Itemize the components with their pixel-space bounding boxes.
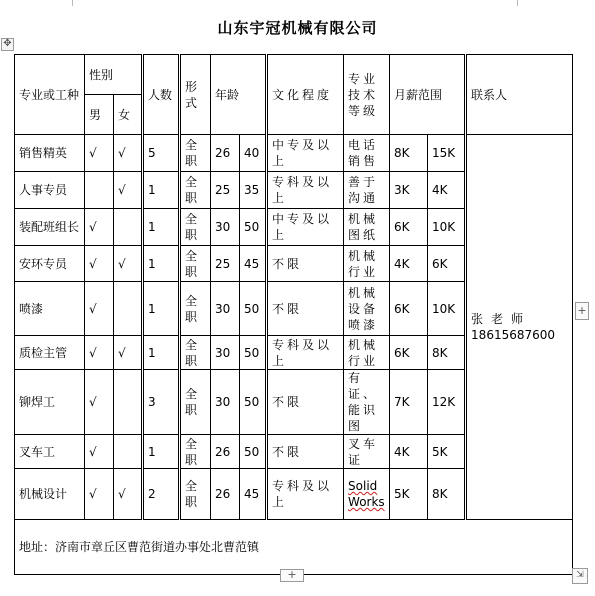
age-min-cell: 26 <box>211 469 240 520</box>
age-max-cell: 35 <box>240 172 267 209</box>
skill-cell: 机械行业 <box>344 336 390 370</box>
page-corner-mark-right <box>517 0 527 6</box>
skill-cell: 机械设备喷漆 <box>344 282 390 336</box>
salary-max-cell: 8K <box>428 336 466 370</box>
job-cell: 质检主管 <box>15 336 85 370</box>
form-cell: 全职 <box>180 172 211 209</box>
count-cell: 1 <box>143 172 180 209</box>
count-cell: 1 <box>143 435 180 469</box>
female-cell: √ <box>114 469 143 520</box>
job-cell: 人事专员 <box>15 172 85 209</box>
salary-max-cell: 12K <box>428 370 466 435</box>
job-cell: 喷漆 <box>15 282 85 336</box>
age-max-cell: 50 <box>240 336 267 370</box>
age-min-cell: 30 <box>211 336 240 370</box>
header-contact: 联系人 <box>466 55 573 135</box>
age-max-cell: 40 <box>240 135 267 172</box>
header-gender: 性别 <box>85 55 143 95</box>
age-min-cell: 26 <box>211 135 240 172</box>
form-cell: 全职 <box>180 469 211 520</box>
form-cell: 全职 <box>180 336 211 370</box>
recruitment-table <box>14 54 573 575</box>
skill-cell: 叉车证 <box>344 435 390 469</box>
header-male: 男 <box>85 95 114 135</box>
male-cell <box>85 172 114 209</box>
salary-max-cell: 4K <box>428 172 466 209</box>
female-cell <box>114 282 143 336</box>
salary-max-cell: 15K <box>428 135 466 172</box>
education-cell: 专科及以上 <box>267 172 344 209</box>
form-cell: 全职 <box>180 282 211 336</box>
table-row <box>15 135 573 172</box>
count-cell: 1 <box>143 336 180 370</box>
add-column-button[interactable]: + <box>575 302 589 320</box>
count-cell: 2 <box>143 469 180 520</box>
form-cell: 全职 <box>180 209 211 246</box>
contact-cell <box>466 135 573 520</box>
age-min-cell: 30 <box>211 209 240 246</box>
address-row <box>15 520 573 575</box>
education-cell: 不限 <box>267 282 344 336</box>
job-cell: 叉车工 <box>15 435 85 469</box>
form-cell: 全职 <box>180 370 211 435</box>
male-cell: √ <box>85 370 114 435</box>
female-cell: √ <box>114 246 143 282</box>
header-form: 形式 <box>180 55 211 135</box>
age-min-cell: 30 <box>211 370 240 435</box>
count-cell: 1 <box>143 209 180 246</box>
salary-min-cell: 4K <box>390 246 428 282</box>
header-skill: 专业技术等级 <box>344 55 390 135</box>
skill-cell: 电话销售 <box>344 135 390 172</box>
job-cell: 装配班组长 <box>15 209 85 246</box>
male-cell: √ <box>85 135 114 172</box>
male-cell: √ <box>85 282 114 336</box>
age-min-cell: 25 <box>211 246 240 282</box>
form-cell: 全职 <box>180 246 211 282</box>
contact-phone: 18615687600 <box>471 328 556 342</box>
male-cell: √ <box>85 469 114 520</box>
salary-max-cell: 10K <box>428 282 466 336</box>
education-cell: 不限 <box>267 435 344 469</box>
male-cell: √ <box>85 336 114 370</box>
salary-max-cell: 10K <box>428 209 466 246</box>
header-female: 女 <box>114 95 143 135</box>
male-cell: √ <box>85 435 114 469</box>
company-title: 山东宇冠机械有限公司 <box>217 19 378 37</box>
education-cell: 不限 <box>267 246 344 282</box>
count-cell: 1 <box>143 282 180 336</box>
education-cell: 中专及以上 <box>267 209 344 246</box>
age-max-cell: 50 <box>240 435 267 469</box>
education-cell: 中专及以上 <box>267 135 344 172</box>
table-resize-handle[interactable]: ⇲ <box>572 568 588 584</box>
contact-name: 张老师 <box>471 312 532 326</box>
salary-min-cell: 6K <box>390 336 428 370</box>
male-cell: √ <box>85 209 114 246</box>
male-cell: √ <box>85 246 114 282</box>
header-salary: 月薪范围 <box>390 55 466 135</box>
skill-cell: 有证、能识图 <box>344 370 390 435</box>
age-max-cell: 45 <box>240 246 267 282</box>
count-cell: 5 <box>143 135 180 172</box>
skill-cell: 机械行业 <box>344 246 390 282</box>
salary-min-cell: 8K <box>390 135 428 172</box>
job-cell: 铆焊工 <box>15 370 85 435</box>
salary-max-cell: 5K <box>428 435 466 469</box>
header-row-1 <box>15 55 573 95</box>
salary-min-cell: 4K <box>390 435 428 469</box>
female-cell: √ <box>114 135 143 172</box>
header-major: 专业或工种 <box>15 55 85 135</box>
education-cell: 专科及以上 <box>267 336 344 370</box>
female-cell: √ <box>114 336 143 370</box>
female-cell <box>114 370 143 435</box>
skill-cell: 机械图纸 <box>344 209 390 246</box>
salary-max-cell: 8K <box>428 469 466 520</box>
add-row-button[interactable]: + <box>280 569 304 582</box>
female-cell <box>114 435 143 469</box>
age-max-cell: 50 <box>240 209 267 246</box>
table-move-handle[interactable]: ✥ <box>1 38 14 51</box>
salary-min-cell: 3K <box>390 172 428 209</box>
header-age: 年龄 <box>211 55 267 135</box>
female-cell <box>114 209 143 246</box>
address-text: 地址：济南市章丘区曹范街道办事处北曹范镇 <box>15 520 573 575</box>
header-education: 文化程度 <box>267 55 344 135</box>
education-cell: 不限 <box>267 370 344 435</box>
age-max-cell: 50 <box>240 370 267 435</box>
job-cell: 销售精英 <box>15 135 85 172</box>
count-cell: 3 <box>143 370 180 435</box>
age-min-cell: 26 <box>211 435 240 469</box>
skill-cell: SolidWorks <box>344 469 390 520</box>
age-max-cell: 45 <box>240 469 267 520</box>
age-min-cell: 30 <box>211 282 240 336</box>
header-count: 人数 <box>143 55 180 135</box>
job-cell: 机械设计 <box>15 469 85 520</box>
count-cell: 1 <box>143 246 180 282</box>
salary-min-cell: 7K <box>390 370 428 435</box>
education-cell: 专科及以上 <box>267 469 344 520</box>
form-cell: 全职 <box>180 135 211 172</box>
salary-min-cell: 5K <box>390 469 428 520</box>
salary-min-cell: 6K <box>390 209 428 246</box>
form-cell: 全职 <box>180 435 211 469</box>
age-min-cell: 25 <box>211 172 240 209</box>
female-cell: √ <box>114 172 143 209</box>
salary-max-cell: 6K <box>428 246 466 282</box>
job-cell: 安环专员 <box>15 246 85 282</box>
salary-min-cell: 6K <box>390 282 428 336</box>
skill-cell: 善于沟通 <box>344 172 390 209</box>
age-max-cell: 50 <box>240 282 267 336</box>
page-corner-mark-left <box>63 0 73 6</box>
